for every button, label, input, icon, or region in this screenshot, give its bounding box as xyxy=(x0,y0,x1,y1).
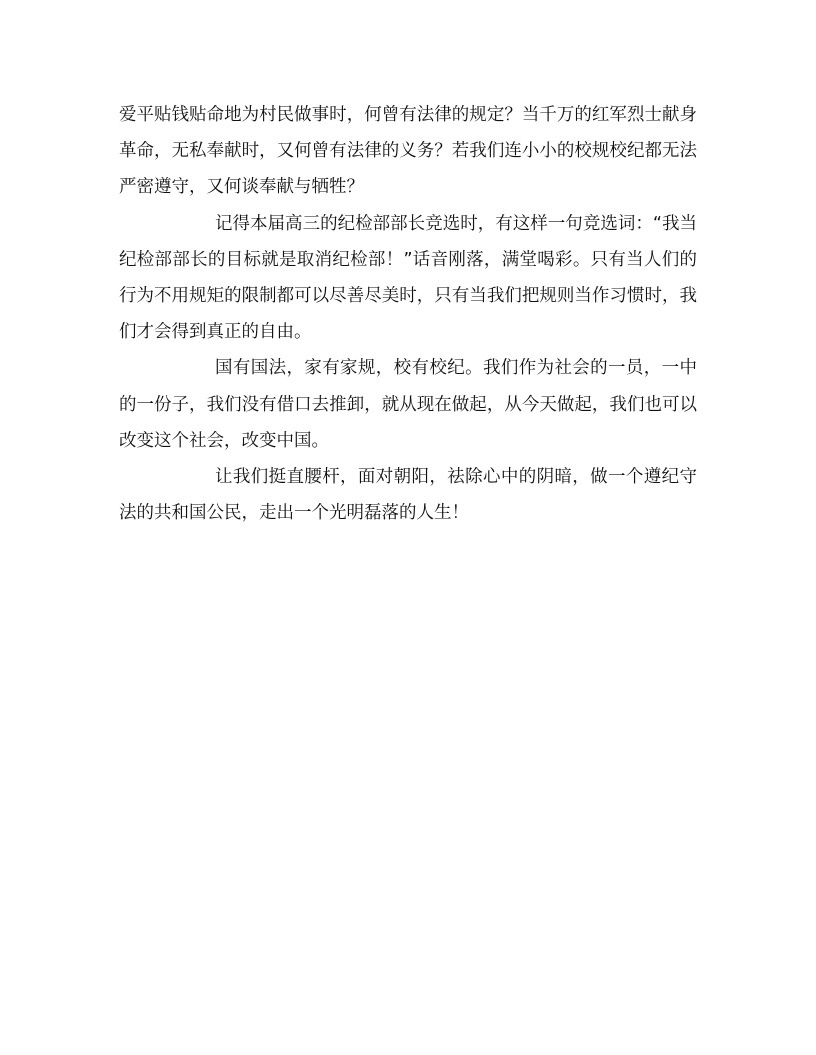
document-body xyxy=(119,97,697,531)
paragraph-1: 爱平贴钱贴命地为村民做事时，何曾有法律的规定？当千万的红军烈士献身革命，无私奉献时，又何曾有法律的义务？若我们连小小的校规校纪都无法严密遵守，又何谈奉献与牺牲？ xyxy=(119,105,697,198)
paragraph-2: 记得本届高三的纪检部部长竞选时，有这样一句竞选词：“我当纪检部部长的目标就是取消纪检部！”话音刚落，满堂喝彩。只有当人们的行为不用规矩的限制都可以尽善尽美时，只有当我们把规则当作习惯时，我们才会得到真正的自由。 xyxy=(119,213,697,343)
paragraph-4: 让我们挺直腰杆，面对朝阳，祛除心中的阴暗，做一个遵纪守法的共和国公民，走出一个光明磊落的人生！ xyxy=(119,467,697,524)
paragraph-3: 国有国法，家有家规，校有校纪。我们作为社会的一员，一中的一份子，我们没有借口去推卸，就从现在做起，从今天做起，我们也可以改变这个社会，改变中国。 xyxy=(119,358,697,451)
